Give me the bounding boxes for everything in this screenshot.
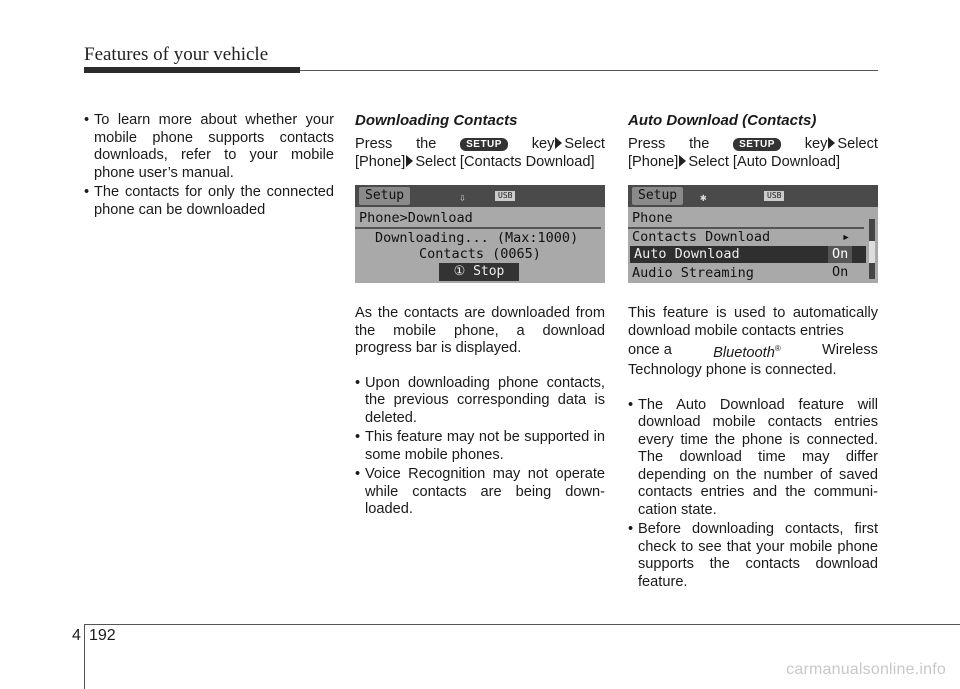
page-number: 192 bbox=[89, 627, 116, 644]
chapter-number: 4 bbox=[72, 627, 81, 644]
setup-key-badge: SETUP bbox=[460, 138, 508, 151]
paragraph: As the contacts are downloaded from the mobile phone, a download progress bar is displayed. bbox=[355, 305, 605, 356]
footer-divider bbox=[84, 624, 85, 689]
column-1 bbox=[84, 112, 334, 221]
bullet-item: • This feature may not be supported in some mobile phones. bbox=[355, 429, 605, 463]
header-rule bbox=[300, 70, 878, 71]
auto-download-screen-image bbox=[628, 185, 878, 283]
chevron-right-icon: ▸ bbox=[842, 229, 851, 245]
section-heading: Downloading Contacts bbox=[355, 112, 518, 129]
download-progress-text: Downloading... (Max:1000) bbox=[375, 230, 579, 246]
bullet-item: • The Auto Download feature will download mobile contacts entries every time the phone is connected. The download time may differ depending on the number of saved contacts entries and the communi-cation state. bbox=[628, 396, 878, 518]
bullet-item: • Upon downloading phone contacts, the previous corresponding data is deleted. bbox=[355, 374, 605, 426]
column-2 bbox=[355, 112, 605, 521]
paragraph-line: once a Bluetooth® Wireless bbox=[628, 342, 878, 361]
arrow-right-icon bbox=[828, 137, 835, 149]
usb-icon: USB bbox=[495, 191, 515, 201]
screen-title-row: Phone bbox=[632, 210, 673, 226]
instruction-line: Press the SETUP key Select bbox=[628, 136, 878, 152]
page-header-title: Features of your vehicle bbox=[84, 44, 269, 65]
bullet-item: • Before downloading contacts, first check to see that your mobile phone supports the contacts download feature. bbox=[628, 521, 878, 590]
arrow-right-icon bbox=[679, 155, 686, 167]
instruction-path: [Phone] Select [Contacts Download] bbox=[355, 153, 595, 170]
footer-rule bbox=[84, 624, 960, 625]
contacts-count-text: Contacts (0065) bbox=[419, 246, 541, 262]
stop-button: ① Stop bbox=[439, 263, 519, 281]
bluetooth-icon: ✱ bbox=[700, 191, 707, 204]
watermark: carmanualsonline.info bbox=[786, 661, 946, 678]
instruction-line: Press the SETUP key Select bbox=[355, 136, 605, 152]
header-bar bbox=[84, 67, 300, 73]
paragraph: Technology phone is connected. bbox=[628, 362, 837, 379]
arrow-right-icon bbox=[555, 137, 562, 149]
bullet-item: • Voice Recognition may not operate while contacts are being down-loaded. bbox=[355, 466, 605, 517]
download-icon: ⇩ bbox=[459, 191, 466, 204]
download-screen-image bbox=[355, 185, 605, 283]
menu-item-auto-download: Auto Download bbox=[630, 246, 866, 263]
auto-download-value: On bbox=[828, 246, 852, 263]
section-heading: Auto Download (Contacts) bbox=[628, 112, 817, 129]
screen-title-row: Phone>Download bbox=[359, 210, 473, 226]
scrollbar-thumb bbox=[869, 241, 875, 263]
screen-tab-setup: Setup bbox=[632, 187, 683, 205]
usb-icon: USB bbox=[764, 191, 784, 201]
menu-item-contacts-download: Contacts Download bbox=[632, 229, 771, 245]
audio-streaming-value: On bbox=[832, 264, 849, 280]
menu-item-audio-streaming: Audio Streaming bbox=[632, 265, 754, 281]
column-3 bbox=[628, 112, 878, 593]
bullet-item: • To learn more about whether your mobile phone supports contacts downloads, refer to your mobile phone user’s manual. bbox=[84, 112, 334, 181]
screen-tab-setup: Setup bbox=[359, 187, 410, 205]
bullet-item: • The contacts for only the connected phone can be downloaded bbox=[84, 184, 334, 218]
arrow-right-icon bbox=[406, 155, 413, 167]
paragraph: This feature is used to automatically download mobile contacts entries bbox=[628, 305, 878, 339]
setup-key-badge: SETUP bbox=[733, 138, 781, 151]
instruction-path: [Phone] Select [Auto Download] bbox=[628, 153, 841, 170]
